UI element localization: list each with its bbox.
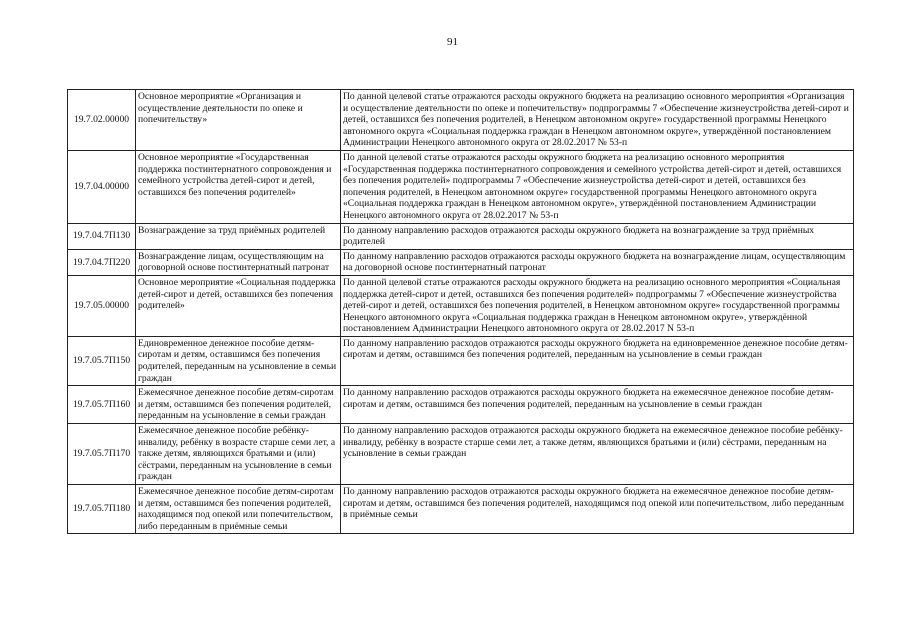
table-row [68,424,854,485]
target-article-code: 19.7.05.00000 [68,275,136,336]
target-article-description: По данному направлению расходов отражаются расходы окружного бюджета на ежемесячное денежное пособие детям-сиротам и детям, оставшимся без попечения родителей, переданным на усыновление в семьи граждан [341,386,854,424]
target-article-description: По данной целевой статье отражаются расходы окружного бюджета на реализацию основного мероприятия «Социальная поддержка детей-сирот и детей, оставшихся без попечения родителей» подпрограммы 7 «Обеспечение жизнеустройства детей-сирот и детей, оставшихся без попечения родителей, в Ненецком автономном округе» государственной программы Ненецкого автономного округа «Социальная поддержка граждан в Ненецком автономном округе», утверждённой постановлением Администрации Ненецкого автономного округа от 28.02.2017 N 53-п [341,275,854,336]
budget-classification-table [67,89,854,534]
target-article-name: Вознаграждение за труд приёмных родителей [136,223,341,249]
target-article-name: Ежемесячное денежное пособие детям-сиротам и детям, оставшимся без попечения родителей, переданным на усыновление в семьи граждан [136,386,341,424]
target-article-code: 19.7.04.7П130 [68,223,136,249]
target-article-description: По данному направлению расходов отражаются расходы окружного бюджета на ежемесячное денежное пособие детям-сиротам и детям, оставшимся без попечения родителей, находящимся под опекой или попечительством, либо переданным в приёмные семьи [341,485,854,534]
table-row [68,150,854,223]
target-article-description: По данной целевой статье отражаются расходы окружного бюджета на реализацию основного мероприятия «Организация и осуществление деятельности по опеке и попечительству» подпрограммы 7 «Обеспечение жизнеустройства детей-сирот и детей, оставшихся без попечения родителей, в Ненецком автономном округе» государственной программы Ненецкого автономного округа «Социальная поддержка граждан в Ненецком автономном округе», утверждённой постановлением Администрации Ненецкого автономного округа от 28.02.2017 № 53-п [341,90,854,151]
target-article-name: Вознаграждение лицам, осуществляющим на договорной основе постинтернатный патронат [136,249,341,275]
table-row [68,386,854,424]
table-row [68,336,854,385]
target-article-description: По данному направлению расходов отражаются расходы окружного бюджета на единовременное денежное пособие детям-сиротам и детям, оставшимся без попечения родителей, переданным на усыновление в семьи граждан [341,336,854,385]
table-row [68,249,854,275]
target-article-name: Основное мероприятие «Государственная поддержка постинтернатного сопровождения и семейного устройства детей-сирот и детей, оставшихся без попечения родителей» [136,150,341,223]
target-article-name: Ежемесячное денежное пособие ребёнку-инвалиду, ребёнку в возрасте старше семи лет, а также детям, являющихся братьями и (или) сёстрами, переданным на усыновление в семьи граждан [136,424,341,485]
target-article-code: 19.7.02.00000 [68,90,136,151]
page-number: 91 [447,36,458,48]
target-article-description: По данному направлению расходов отражаются расходы окружного бюджета на вознаграждение за труд приёмных родителей [341,223,854,249]
table-row [68,223,854,249]
table-row [68,90,854,151]
target-article-name: Основное мероприятие «Социальная поддержка детей-сирот и детей, оставшихся без попечения родителей» [136,275,341,336]
target-article-name: Единовременное денежное пособие детям-сиротам и детям, оставшимся без попечения родителей, переданным на усыновление в семьи граждан [136,336,341,385]
target-article-name: Ежемесячное денежное пособие детям-сиротам и детям, оставшимся без попечения родителей, находящимся под опекой или попечительством, либо переданным в приёмные семьи [136,485,341,534]
table-row [68,275,854,336]
target-article-description: По данному направлению расходов отражаются расходы окружного бюджета на вознаграждение лицам, осуществляющим на договорной основе постинтернатный патронат [341,249,854,275]
target-article-code: 19.7.05.7П150 [68,336,136,385]
target-article-name: Основное мероприятие «Организация и осуществление деятельности по опеке и попечительству» [136,90,341,151]
target-article-code: 19.7.04.7П220 [68,249,136,275]
target-article-code: 19.7.04.00000 [68,150,136,223]
target-article-code: 19.7.05.7П180 [68,485,136,534]
table-row [68,485,854,534]
target-article-code: 19.7.05.7П160 [68,386,136,424]
target-article-description: По данной целевой статье отражаются расходы окружного бюджета на реализацию основного мероприятия «Государственная поддержка постинтернатного сопровождения и семейного устройства детей-сирот и детей, оставшихся без попечения родителей» подпрограммы 7 «Обеспечение жизнеустройства детей-сирот и детей, оставшихся без попечения родителей, в Ненецком автономном округе» государственной программы Ненецкого автономного округа «Социальная поддержка граждан в Ненецком автономном округе», утверждённой постановлением Администрации Ненецкого автономного округа от 28.02.2017 № 53-п [341,150,854,223]
target-article-description: По данному направлению расходов отражаются расходы окружного бюджета на ежемесячное денежное пособие ребёнку-инвалиду, ребёнку в возрасте старше семи лет, а также детям, являющихся братьями и (или) сёстрами, переданным на усыновление в семьи граждан [341,424,854,485]
target-article-code: 19.7.05.7П170 [68,424,136,485]
